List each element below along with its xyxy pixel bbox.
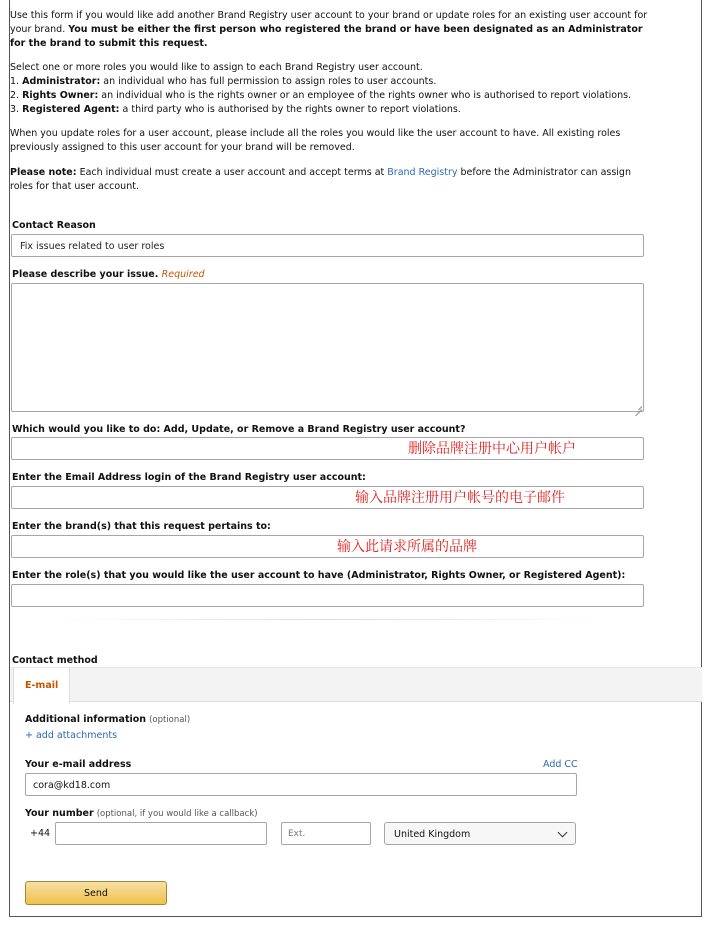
contact-method-tabs [10,667,702,702]
brand-registry-link[interactable]: Brand Registry [387,166,458,178]
email-login-annotation: 输入品牌注册用户帐号的电子邮件 [355,490,565,506]
role-label: Enter the role(s) that you would like the user account to have (Administrator, Rights Owner, or Registered Agent): [12,570,626,581]
email-input[interactable]: cora@kd18.com [25,773,577,796]
add-attachments-link[interactable]: + add attachments [25,730,118,741]
roles-list: Select one or more roles you would like to assign to each Brand Registry user account. 1. Administrator: an individual who has full permission to assign roles to user accounts. 2. Rights Owner: an individual who is the rights owner or an employee of the rights owner who is authorised to report violations. 3. Registered Agent: a third party who is authorised by the rights owner to report violations. [10,62,632,115]
intro-paragraph-3: When you update roles for a user account, please include all the roles you would like the user account to have. All existing roles previously assigned to this user account for your brand will be removed. [10,128,621,154]
divider [50,619,610,620]
add-cc-link[interactable]: Add CC [543,759,578,770]
role-input[interactable] [11,584,644,607]
describe-issue-label: Please describe your issue. Required [12,269,205,280]
send-button[interactable]: Send [25,881,167,905]
action-input[interactable] [11,437,644,460]
email-login-label: Enter the Email Address login of the Brand Registry user account: [12,472,366,483]
intro-paragraph-1: Use this form if you would like add another Brand Registry user account to your brand or update roles for an existing user account for your brand. You must be either the first person who registered the brand or have been designated as an Administrator for the brand to submit this request. [10,10,648,49]
phone-input[interactable] [55,822,267,845]
contact-reason-label: Contact Reason [12,220,96,231]
contact-reason-input[interactable]: Fix issues related to user roles [11,234,644,257]
brand-input[interactable] [11,535,644,558]
extension-input[interactable]: Ext. [281,822,371,845]
email-login-input[interactable] [11,486,644,509]
email-address-label: Your e-mail address [25,759,132,770]
chevron-down-icon [558,828,568,838]
brand-annotation: 输入此请求所属的品牌 [337,539,477,555]
resize-handle[interactable] [634,402,642,410]
action-annotation: 删除品牌注册中心用户帐户 [408,441,576,457]
country-select[interactable]: United Kingdom [384,822,576,845]
describe-issue-textarea[interactable] [11,283,644,412]
tab-email[interactable]: E-mail [13,668,70,704]
contact-form [9,0,702,917]
action-question-label: Which would you like to do: Add, Update, or Remove a Brand Registry user account? [12,424,466,435]
additional-info: Additional information (optional) [25,714,191,725]
note-paragraph: Please note: Each individual must create a user account and accept terms at Brand Registry before the Administrator can assign roles for that user account. [10,166,631,192]
contact-method-label: Contact method [12,655,98,666]
number-label-row: Your number (optional, if you would like a callback) [25,808,258,819]
brand-label: Enter the brand(s) that this request pertains to: [12,521,271,532]
country-code: +44 [30,828,51,839]
intro-text [10,9,650,204]
